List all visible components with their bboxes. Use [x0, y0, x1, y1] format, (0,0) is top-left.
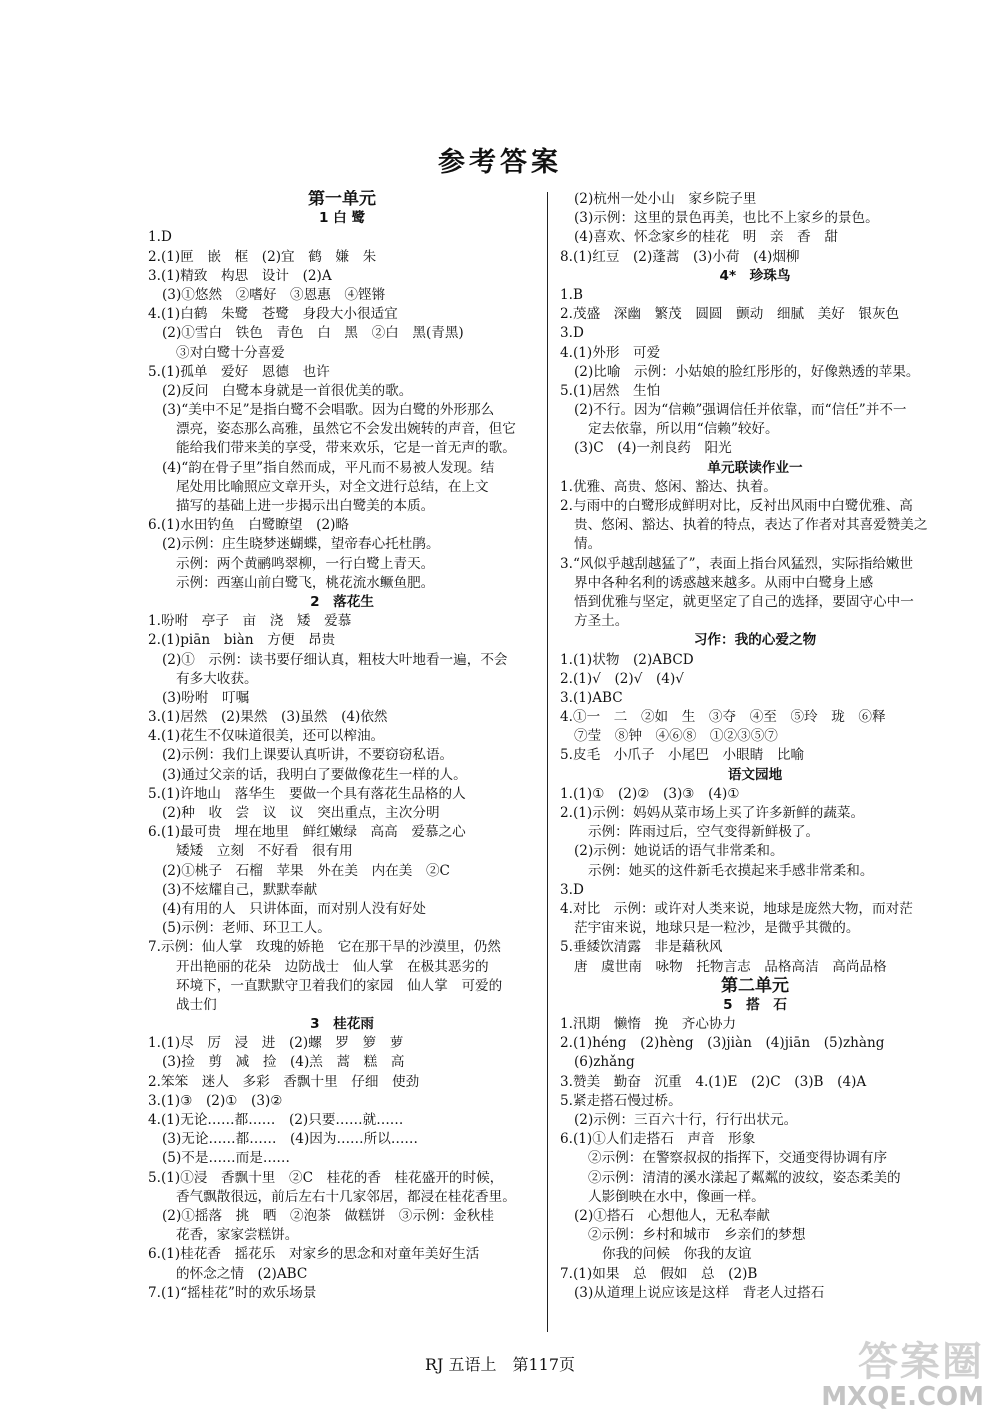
answer-line: 示例：西塞山前白鹭飞，桃花流水鳜鱼肥。	[176, 574, 435, 591]
answer-column-right	[560, 190, 950, 1303]
answer-line: 3.(1)③ (2)① (3)②	[148, 1092, 283, 1109]
answer-line: 你我的问候 你我的友谊	[602, 1246, 752, 1263]
answer-line: (6)zhǎng	[574, 1054, 635, 1071]
answer-line: (2)反问 白鹭本身就是一首很优美的歌。	[162, 382, 413, 399]
section-heading: 习作：我的心爱之物	[693, 632, 817, 649]
answer-line: 5.紧走搭石慢过桥。	[560, 1092, 682, 1109]
answer-line: 战士们	[176, 996, 217, 1013]
section-heading: 语文园地	[727, 766, 783, 783]
answer-line: (4)喜欢、怀念家乡的桂花 明 亲 香 甜	[574, 229, 838, 246]
answer-line: (2)①雪白 铁色 青色 白 黑 ②白 黑(青黑)	[162, 325, 464, 342]
answer-line: 示例：阵雨过后，空气变得新鲜极了。	[588, 824, 820, 841]
answer-line: (2)① 示例：读书要仔细认真，粗枝大叶地看一遍，不会	[162, 651, 508, 668]
answer-line: 方圣土。	[574, 613, 629, 630]
answer-line: (2)示例：庄生晓梦迷蝴蝶，望帝春心托杜鹃。	[162, 536, 440, 553]
answer-line: 2.茂盛 深幽 繁茂 圆圆 颤动 细腻 美好 银灰色	[560, 306, 900, 323]
section-heading: 1 白 鹭	[318, 210, 366, 227]
answer-line: 4.(1)白鹤 朱鹭 苍鹭 身段大小很适宜	[148, 306, 398, 323]
answer-line: 7.(1)“摇桂花”时的欢乐场景	[148, 1284, 317, 1301]
answer-line: 1.优雅、高贵、悠闲、豁达、执着。	[560, 478, 777, 495]
column-divider	[547, 192, 548, 1332]
answer-line: (2)示例：三百六十行，行行出状元。	[574, 1112, 798, 1128]
answer-line: 2.(1)piān biàn 方便 昂贵	[148, 632, 336, 649]
answer-line: 5.(1)居然 生怕	[560, 382, 661, 399]
answer-line: 4.(1)外形 可爱	[560, 344, 661, 361]
answer-line: 示例：她买的这件新毛衣摸起来手感非常柔和。	[588, 862, 874, 879]
answer-line: 1.(1)尽 厉 浸 进 (2)螺 罗 箩 萝	[148, 1035, 404, 1052]
answer-line: 1.吩咐 亭子 亩 浇 矮 爱慕	[148, 613, 352, 630]
answer-line: (2)不行。因为“信赖”强调信任并依靠，而“信任”并不一	[574, 402, 907, 419]
answer-line: (2)比喻 示例：小姑娘的脸红彤彤的，好像熟透的苹果。	[574, 363, 920, 380]
answer-line: 2.笨笨 迷人 多彩 香飘十里 仔细 使劲	[148, 1073, 420, 1090]
answer-column-left	[148, 190, 536, 1303]
answer-line: (3)吩咐 叮嘱	[162, 689, 250, 706]
answer-line: 2.(1)示例：妈妈从菜市场上买了许多新鲜的蔬菜。	[560, 805, 865, 821]
answer-line: (4)有用的人 只讲体面，而对别人没有好处	[162, 900, 426, 917]
answer-line: 示例：两个黄鹂鸣翠柳，一行白鹭上青天。	[176, 555, 435, 572]
answer-line: (3)无论……都…… (4)因为……所以……	[162, 1131, 419, 1148]
answer-line: 7.(1)如果 总 假如 总 (2)B	[560, 1265, 758, 1282]
answer-line: 2.(1)匣 嵌 框 (2)宜 鹤 嫌 朱	[148, 248, 377, 265]
answer-line: ②示例：清清的溪水漾起了粼粼的波纹，姿态柔美的	[588, 1169, 901, 1186]
answer-line: 5.(1)①浸 香飘十里 ②C 桂花的香 桂花盛开的时候，	[148, 1169, 504, 1186]
answer-line: 3.赞美 勤奋 沉重 4.(1)E (2)C (3)B (4)A	[560, 1073, 867, 1090]
answer-line: ②示例：在警察叔叔的指挥下，交通变得协调有序	[588, 1150, 888, 1167]
answer-line: 4.对比 示例：或许对人类来说，地球是庞然大物，而对茫	[560, 900, 913, 917]
answer-line: 6.(1)①人们走搭石 声音 形象	[560, 1131, 756, 1148]
answer-line: 4.①一 二 ②如 生 ③夺 ④至 ⑤玲 珑 ⑥释	[560, 709, 886, 726]
answer-line: 3.(1)ABC	[560, 689, 623, 706]
answer-line: 的怀念之情 (2)ABC	[176, 1265, 308, 1282]
watermark-text-cn: 答案圈	[858, 1339, 984, 1385]
answer-line: 描写的基础上进一步揭示出白鹭美的本质。	[176, 498, 435, 514]
answer-line: 开出艳丽的花朵 边防战士 仙人掌 在极其恶劣的	[176, 958, 489, 975]
answer-line: 香气飘散很远，前后左右十几家邻居，都浸在桂花香里。	[176, 1188, 516, 1205]
answer-line: 2.(1)héng (2)hèng (3)jiàn (4)jiān (5)zhàng	[560, 1035, 885, 1052]
answer-line: (3)①悠然 ②嗜好 ③恩惠 ④铿锵	[162, 286, 386, 303]
answer-line: 7.示例：仙人掌 玫瑰的娇艳 它在那干旱的沙漠里，仍然	[148, 939, 501, 956]
answer-line: (3)C (4)一剂良药 阳光	[574, 440, 732, 457]
answer-line: 界中各种名利的诱惑越来越多。从雨中白鹭身上感	[574, 574, 874, 591]
answer-line: 2.(1)√ (2)√ (4)√	[560, 670, 684, 687]
answer-line: 3.D	[560, 325, 584, 342]
answer-line: 5.(1)孤单 爱好 恩德 也许	[148, 363, 330, 380]
answer-line: (3)通过父亲的话，我明白了要做像花生一样的人。	[162, 766, 467, 783]
answer-line: 定去依靠，所以用“信赖”较好。	[588, 421, 779, 438]
answer-line: (5)不是……而是……	[162, 1150, 291, 1167]
answer-line: ③对白鹭十分喜爱	[176, 344, 285, 361]
answer-line: (2)示例：我们上课要认真听讲，不要窃窃私语。	[162, 747, 454, 764]
answer-line: (2)①桃子 石榴 苹果 外在美 内在美 ②C	[162, 862, 450, 879]
answer-line: 花香，家家尝糕饼。	[176, 1227, 299, 1244]
watermark-logo	[762, 1330, 990, 1412]
answer-line: 悟到优雅与坚定，就更坚定了自己的选择，要固守心中一	[574, 593, 914, 610]
answer-line: (3)捡 剪 减 捡 (4)羔 蒿 糕 高	[162, 1054, 405, 1071]
answer-line: 有多大收获。	[176, 670, 258, 687]
answer-line: (3)不炫耀自己，默默奉献	[162, 881, 318, 898]
answer-line: (2)种 收 尝 议 议 突出重点，主次分明	[162, 805, 440, 821]
section-heading: 第一单元	[308, 190, 376, 209]
answer-line: 能给我们带来美的享受，带来欢乐，它是一首无声的歌。	[176, 440, 516, 457]
section-heading: 第二单元	[721, 975, 789, 996]
watermark-text-en: MXQE.COM	[821, 1382, 984, 1412]
answer-line: 矮矮 立刻 不好看 很有用	[176, 843, 353, 860]
section-heading: 单元联读作业一	[707, 459, 803, 476]
answer-line: 5.(1)许地山 落华生 要做一个具有落花生品格的人	[148, 785, 466, 802]
section-heading: 2 落花生	[310, 593, 374, 610]
answer-line: 1.D	[148, 229, 172, 246]
answer-line: (2)①摇落 挑 晒 ②泡茶 做糕饼 ③示例：金秋桂	[162, 1207, 494, 1224]
answer-line: 6.(1)最可贵 埋在地里 鲜红嫩绿 高高 爱慕之心	[148, 824, 466, 841]
answer-line: ②示例：乡村和城市 乡亲们的梦想	[588, 1227, 806, 1244]
answer-line: 唐 虞世南 咏物 托物言志 品格高洁 高尚品格	[574, 958, 887, 975]
answer-line: 4.(1)无论……都…… (2)只要……就……	[148, 1112, 404, 1128]
answer-line: (5)示例：老师、环卫工人。	[162, 920, 331, 937]
answer-line: 5.垂緌饮清露 非是藉秋风	[560, 939, 723, 956]
page-title: 参考答案	[438, 147, 562, 178]
answer-line: (2)杭州一处小山 家乡院子里	[574, 191, 757, 207]
page-footer: RJ 五语上 第117页	[424, 1355, 576, 1374]
answer-line: 漂亮，姿态那么高雅，虽然它不会发出婉转的声音，但它	[176, 421, 516, 438]
answer-line: 1.(1)① (2)② (3)③ (4)①	[560, 785, 740, 802]
answer-line: 环境下，一直默默守卫着我们的家园 仙人掌 可爱的	[176, 977, 503, 994]
answer-line: (2)①搭石 心想他人，无私奉献	[574, 1207, 770, 1224]
answer-line: 5.皮毛 小爪子 小尾巴 小眼睛 比喻	[560, 747, 805, 764]
answer-line: 4.(1)花生不仅味道很美，还可以榨油。	[148, 728, 385, 745]
answer-line: 3.D	[560, 881, 584, 898]
answer-line: 3.(1)居然 (2)果然 (3)虽然 (4)依然	[148, 709, 388, 726]
answer-line: 1.B	[560, 286, 583, 303]
answer-line: 8.(1)红豆 (2)蓬蒿 (3)小荷 (4)烟柳	[560, 248, 800, 265]
answer-line: 3.“风似乎越刮越猛了”，表面上指台风猛烈，实际指给嫩世	[560, 555, 914, 572]
answer-line: ⑦莹 ⑧钟 ④⑥⑧ ①②③⑤⑦	[574, 728, 778, 745]
answer-line: (4)“韵在骨子里”指自然而成，平凡而不易被人发现。结	[162, 459, 495, 476]
answer-line: 6.(1)桂花香 摇花乐 对家乡的思念和对童年美好生活	[148, 1246, 480, 1263]
section-heading: 5 搭 石	[723, 996, 787, 1013]
answer-line: (3)示例：这里的景色再美，也比不上家乡的景色。	[574, 210, 879, 227]
answer-line: 贵、悠闲、豁达、执着的特点，表达了作者对其喜爱赞美之	[574, 517, 928, 534]
answer-line: 1.(1)状物 (2)ABCD	[560, 651, 694, 668]
answer-line: (2)示例：她说话的语气非常柔和。	[574, 843, 784, 860]
answer-line: 3.(1)精致 构思 设计 (2)A	[148, 267, 332, 284]
answer-line: 尾处用比喻照应文章开头，对全文进行总结，在上文	[176, 478, 489, 495]
answer-line: (3)“美中不足”是指白鹭不会唱歌。因为白鹭的外形那么	[162, 402, 495, 419]
answer-line: (3)从道理上说应该是这样 背老人过搭石	[574, 1284, 825, 1301]
answer-line: 情。	[574, 536, 602, 553]
section-heading: 4* 珍珠鸟	[719, 267, 791, 284]
answer-line: 茫宇宙来说，地球只是一粒沙，是微乎其微的。	[574, 920, 860, 937]
answer-line: 2.与雨中的白鹭形成鲜明对比，反衬出风雨中白鹭优雅、高	[560, 498, 913, 514]
answer-line: 6.(1)水田钓鱼 白鹭瞭望 (2)略	[148, 517, 350, 534]
section-heading: 3 桂花雨	[310, 1016, 374, 1033]
answer-line: 1.汛期 懒惰 挽 齐心协力	[560, 1016, 737, 1033]
answer-line: 人影倒映在水中，像画一样。	[588, 1188, 765, 1205]
